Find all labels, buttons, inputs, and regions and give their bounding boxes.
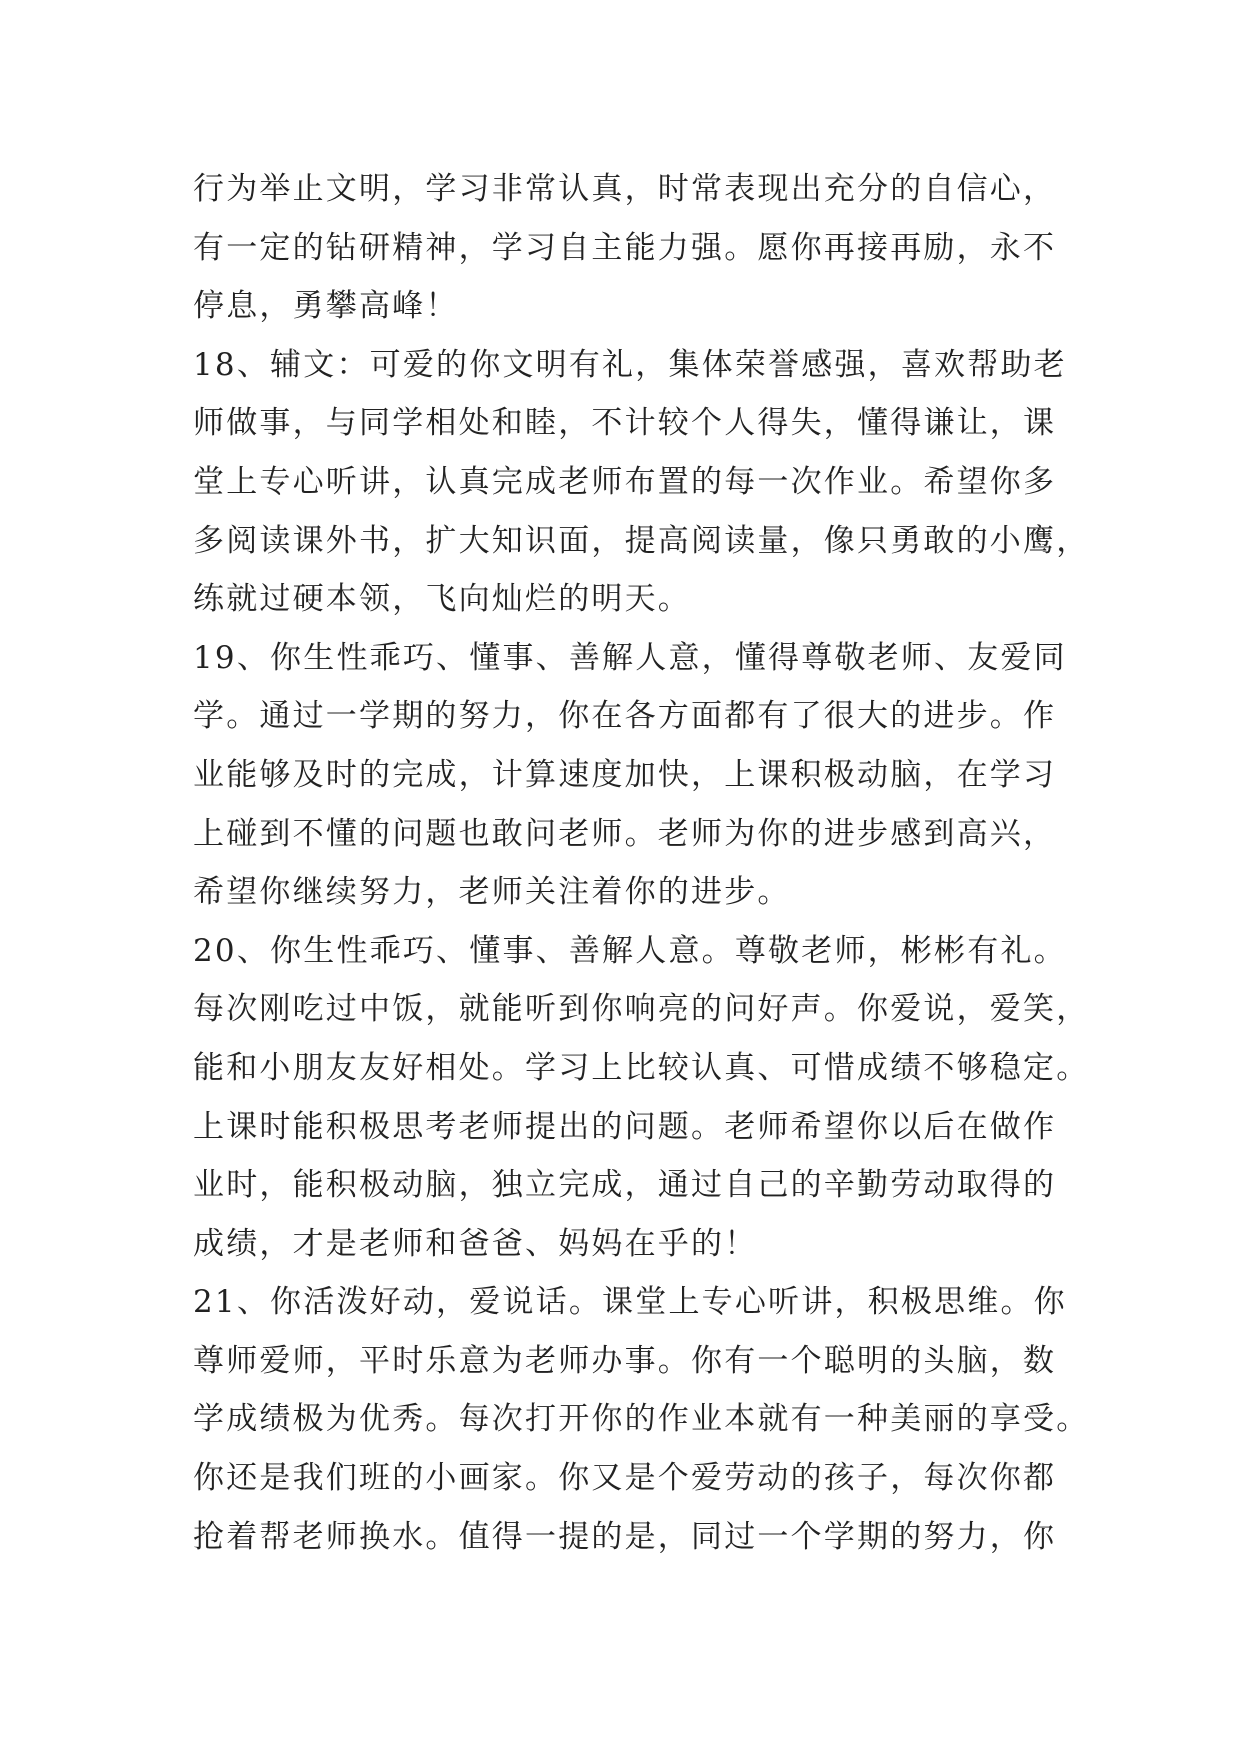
- text-line: 有一定的钻研精神，学习自主能力强。愿你再接再励，永不: [193, 229, 1057, 266]
- body-text: [193, 160, 1090, 1566]
- text-line: 20、你生性乖巧、懂事、善解人意。尊敬老师，彬彬有礼。: [193, 932, 1067, 969]
- text-line: 每次刚吃过中饭，就能听到你响亮的问好声。你爱说，爱笑，: [193, 991, 1090, 1028]
- text-line: 学。通过一学期的努力，你在各方面都有了很大的进步。作: [193, 698, 1057, 735]
- text-line: 业时，能积极动脑，独立完成，通过自己的辛勤劳动取得的: [193, 1167, 1057, 1204]
- text-line: 多阅读课外书，扩大知识面，提高阅读量，像只勇敢的小鹰，: [193, 522, 1090, 559]
- text-line: 希望你继续努力，老师关注着你的进步。: [193, 874, 791, 911]
- text-line: 18、辅文：可爱的你文明有礼，集体荣誉感强，喜欢帮助老: [193, 346, 1067, 383]
- text-line: 19、你生性乖巧、懂事、善解人意，懂得尊敬老师、友爱同: [193, 639, 1067, 676]
- text-line: 业能够及时的完成，计算速度加快，上课积极动脑，在学习: [193, 756, 1057, 793]
- text-line: 抢着帮老师换水。值得一提的是，同过一个学期的努力，你: [193, 1518, 1057, 1555]
- text-line: 上碰到不懂的问题也敢问老师。老师为你的进步感到高兴，: [193, 815, 1057, 852]
- text-line: 21、你活泼好动，爱说话。课堂上专心听讲，积极思维。你: [193, 1284, 1067, 1321]
- text-line: 停息，勇攀高峰！: [193, 288, 459, 325]
- text-line: 行为举止文明，学习非常认真，时常表现出充分的自信心，: [193, 171, 1057, 207]
- text-line: 尊师爱师，平时乐意为老师办事。你有一个聪明的头脑，数: [193, 1342, 1057, 1379]
- text-line: 上课时能积极思考老师提出的问题。老师希望你以后在做作: [193, 1108, 1057, 1145]
- text-line: 练就过硬本领，飞向灿烂的明天。: [193, 581, 691, 618]
- text-line: 能和小朋友友好相处。学习上比较认真、可惜成绩不够稳定。: [193, 1049, 1090, 1086]
- text-line: 学成绩极为优秀。每次打开你的作业本就有一种美丽的享受。: [193, 1401, 1090, 1438]
- text-line: 堂上专心听讲，认真完成老师布置的每一次作业。希望你多: [193, 463, 1057, 500]
- text-line: 你还是我们班的小画家。你又是个爱劳动的孩子，每次你都: [193, 1460, 1057, 1497]
- text-line: 师做事，与同学相处和睦，不计较个人得失，懂得谦让，课: [193, 405, 1057, 442]
- text-line: 成绩，才是老师和爸爸、妈妈在乎的！: [193, 1225, 758, 1262]
